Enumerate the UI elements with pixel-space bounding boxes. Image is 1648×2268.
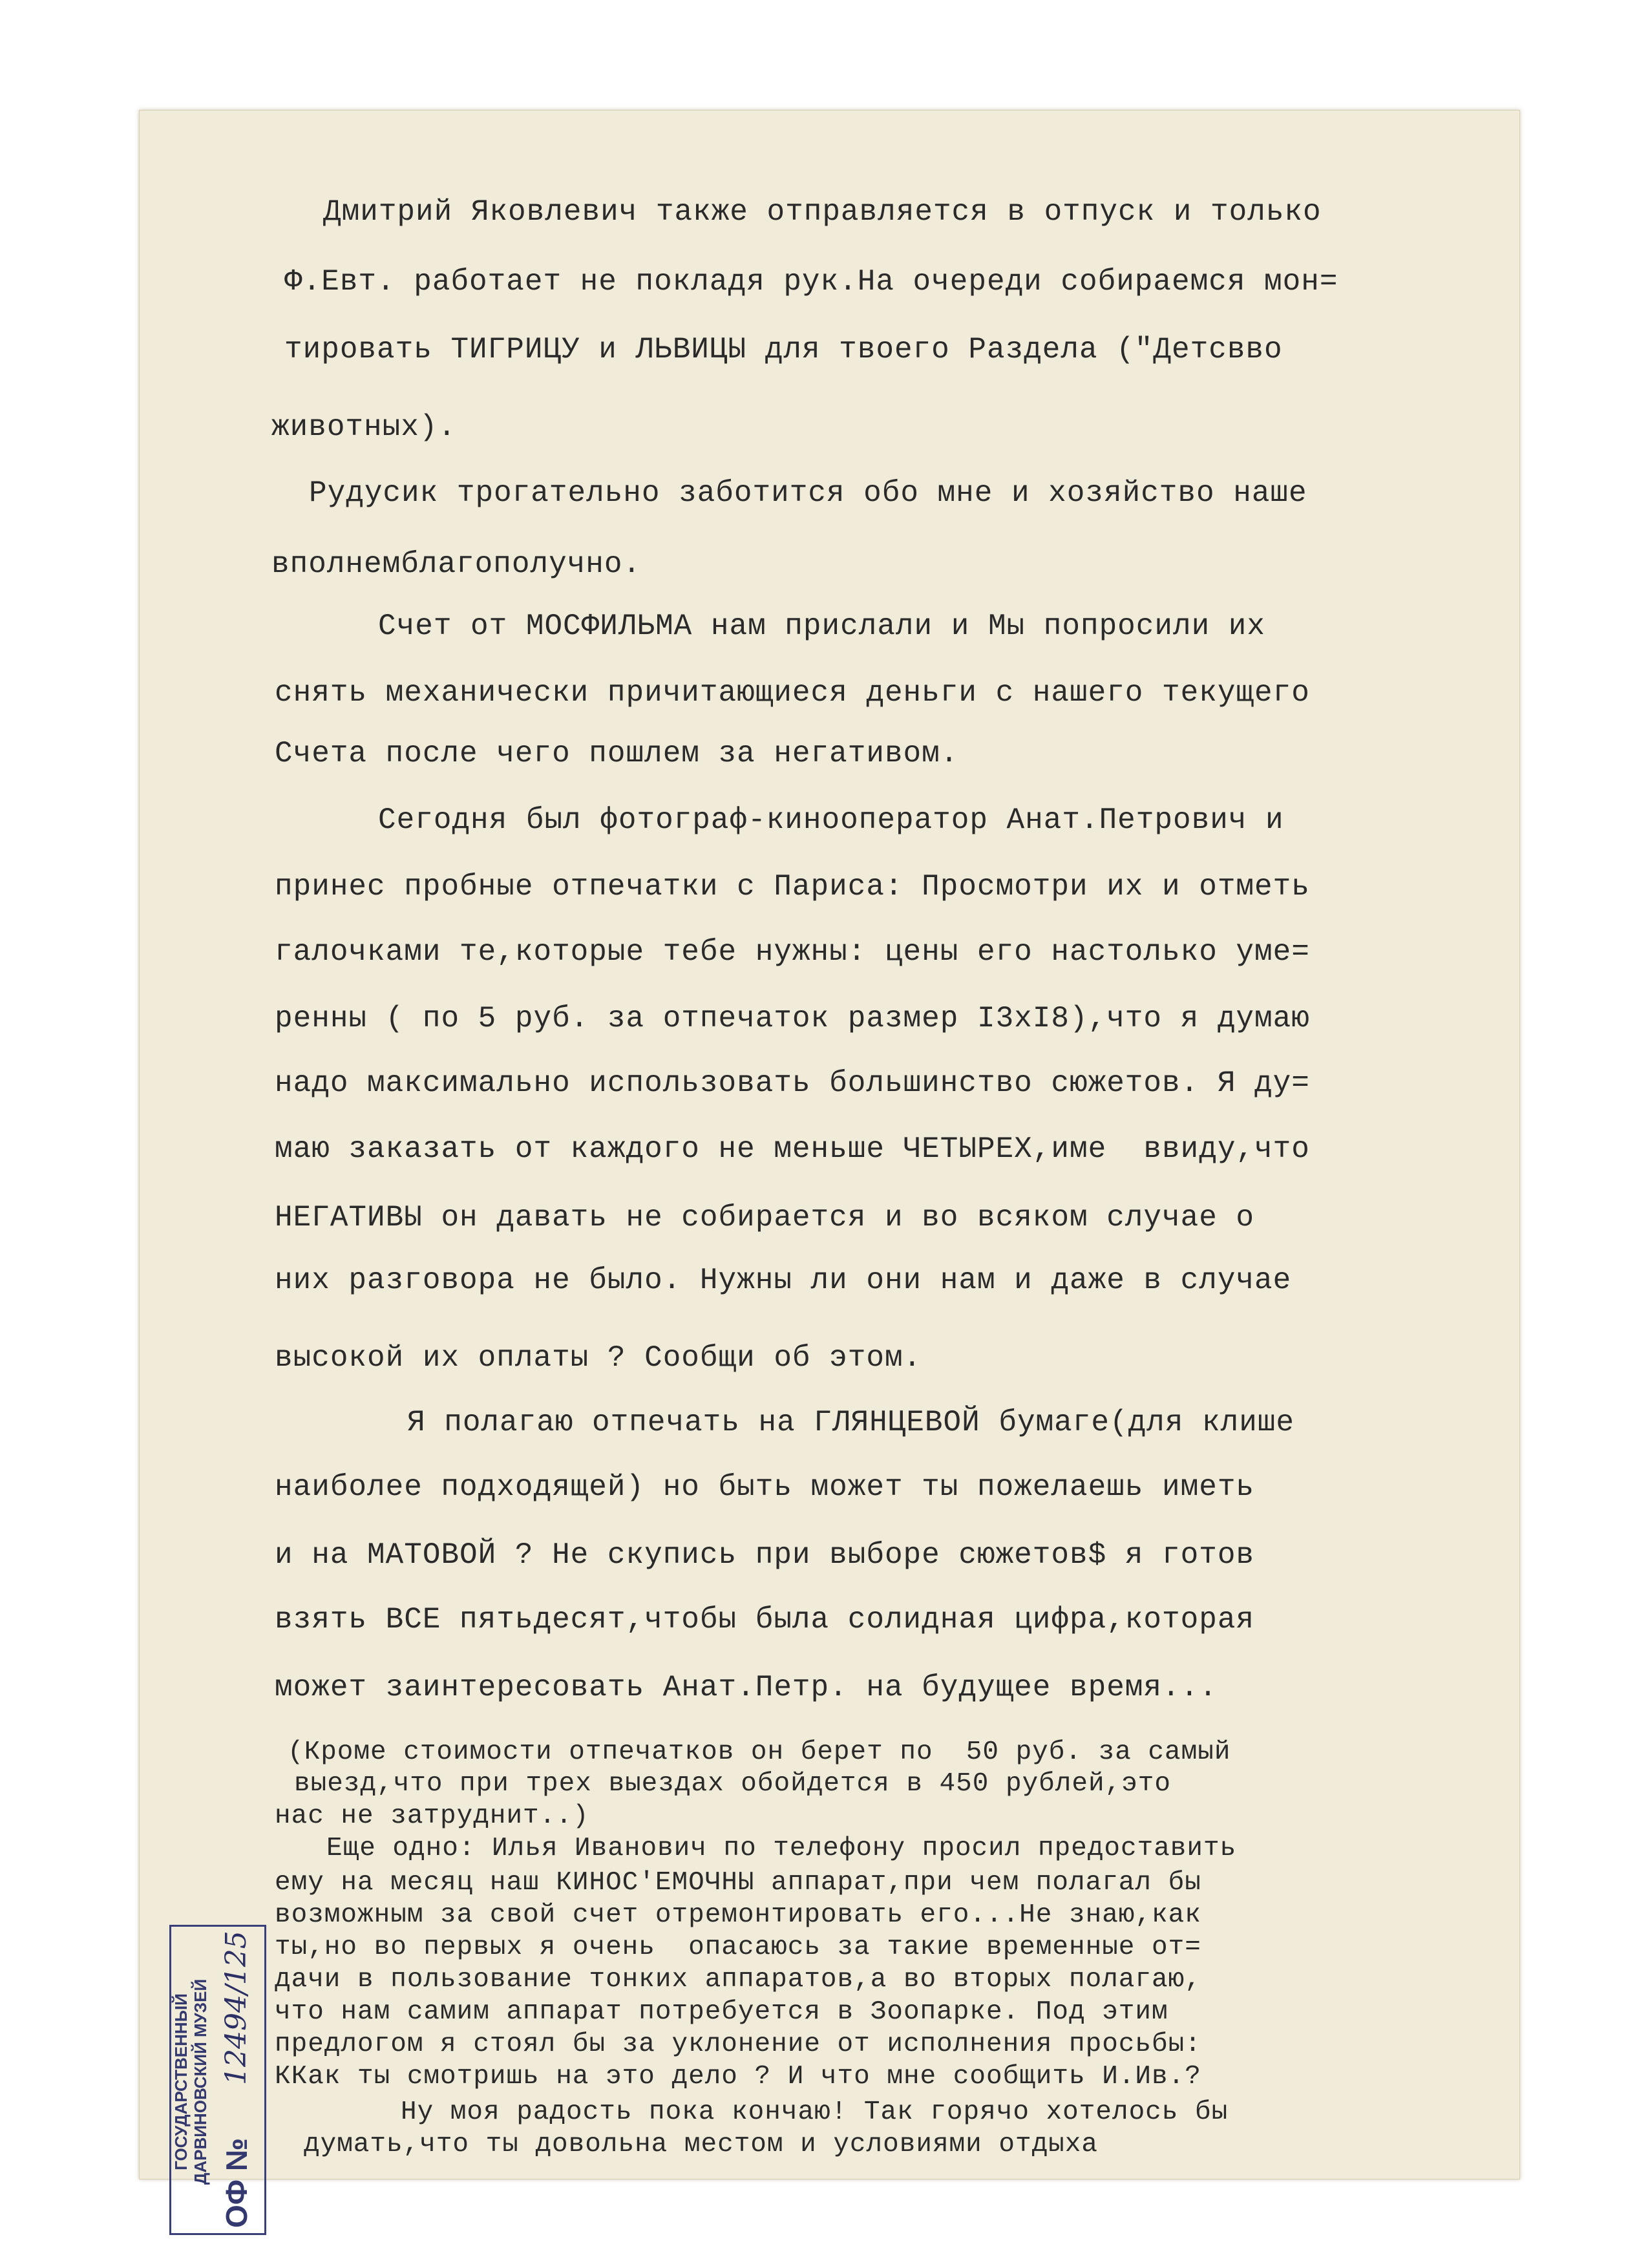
text-line: и на МАТОВОЙ ? Не скупись при выборе сюжетов$ я готов [275,1538,1255,1572]
text-line: (Кроме стоимости отпечатков он берет по 50 руб. за самый [288,1737,1231,1767]
stamp-museum-line1: ГОСУДАРСТВЕННЫЙ [171,1993,191,2170]
text-line: галочками те,которые тебе нужны: цены его настолько уме= [275,935,1310,969]
text-line: тировать ТИГРИЦУ и ЛЬВИЦЫ для твоего Раздела ("Детсвво [284,333,1283,366]
text-line: взять ВСЕ пятьдесят,чтобы была солидная цифра,которая [275,1603,1255,1637]
text-line: может заинтересовать Анат.Петр. на будущее время... [275,1671,1218,1704]
text-line: ККак ты смотришь на это дело ? И что мне сообщить И.Ив.? [275,2062,1201,2092]
text-line: высокой их оплаты ? Сообщи об этом. [275,1341,922,1375]
text-line: возможным за свой счет отремонтировать его...Не знаю,как [275,1900,1201,1930]
text-line: думать,что ты довольна местом и условиями отдыха [304,2130,1098,2159]
text-line: маю заказать от каждого не меньше ЧЕТЫРЕХ,име ввиду,что [275,1132,1310,1166]
text-line: Счета после чего пошлем за негативом. [275,737,959,770]
text-line: ты,но во первых я очень опасаюсь за такие временные от= [275,1933,1201,1962]
stamp-inventory-number: 12494/125 [220,1931,253,2085]
text-line: снять механически причитающиеся деньги с нашего текущего [275,676,1310,710]
text-line: дачи в пользование тонких аппаратов,а во вторых полагаю, [275,1965,1201,1995]
stamp-museum-line2: ДАРВИНОВСКИЙ МУЗЕЙ [191,1978,210,2185]
text-line: ренны ( по 5 руб. за отпечаток размер I3хI8),что я думаю [275,1002,1310,1035]
text-line: НЕГАТИВЫ он давать не собирается и во всяком случае о [275,1201,1255,1235]
text-line: Рудусик трогательно заботится обо мне и хозяйство наше [309,476,1307,510]
text-line: предлогом я стоял бы за уклонение от исполнения просьбы: [275,2030,1201,2059]
text-line: них разговора не было. Нужны ли они нам и даже в случае [275,1264,1292,1297]
text-line: нас не затруднит..) [275,1801,589,1831]
text-line: Счет от МОСФИЛЬМА нам прислали и Мы попросили их [378,609,1266,643]
text-line: наиболее подходящей) но быть может ты пожелаешь иметь [275,1470,1255,1504]
text-line: Дмитрий Яковлевич также отправляется в отпуск и только [323,195,1322,229]
stamp-inventory-label: ОФ № [220,2137,253,2228]
text-line: Ну моя радость пока кончаю! Так горячо хотелось бы [401,2097,1229,2127]
text-line: вполнемблагополучно. [271,547,642,581]
text-line: принес пробные отпечатки с Париса: Просмотри их и отметь [275,870,1310,904]
text-line: что нам самим аппарат потребуется в Зоопарке. Под этим [275,1997,1168,2027]
text-line: Ф.Евт. работает не покладя рук.На очереди собираемся мон= [284,265,1338,299]
text-line: животных). [271,410,457,444]
text-line: надо максимально использовать большинство сюжетов. Я ду= [275,1066,1310,1100]
text-line: выезд,что при трех выездах обойдется в 450 рублей,это [294,1769,1172,1799]
text-line: Сегодня был фотограф-кинооператор Анат.Петрович и [378,803,1284,837]
text-line: Еще одно: Илья Иванович по телефону просил предоставить [326,1834,1237,1863]
museum-stamp [169,1925,266,2235]
text-line: Я полагаю отпечать на ГЛЯНЦЕВОЙ бумаге(для клише [407,1406,1295,1439]
text-line: ему на месяц наш КИНОС'ЕМОЧНЫ аппарат,при чем полагал бы [275,1868,1201,1898]
